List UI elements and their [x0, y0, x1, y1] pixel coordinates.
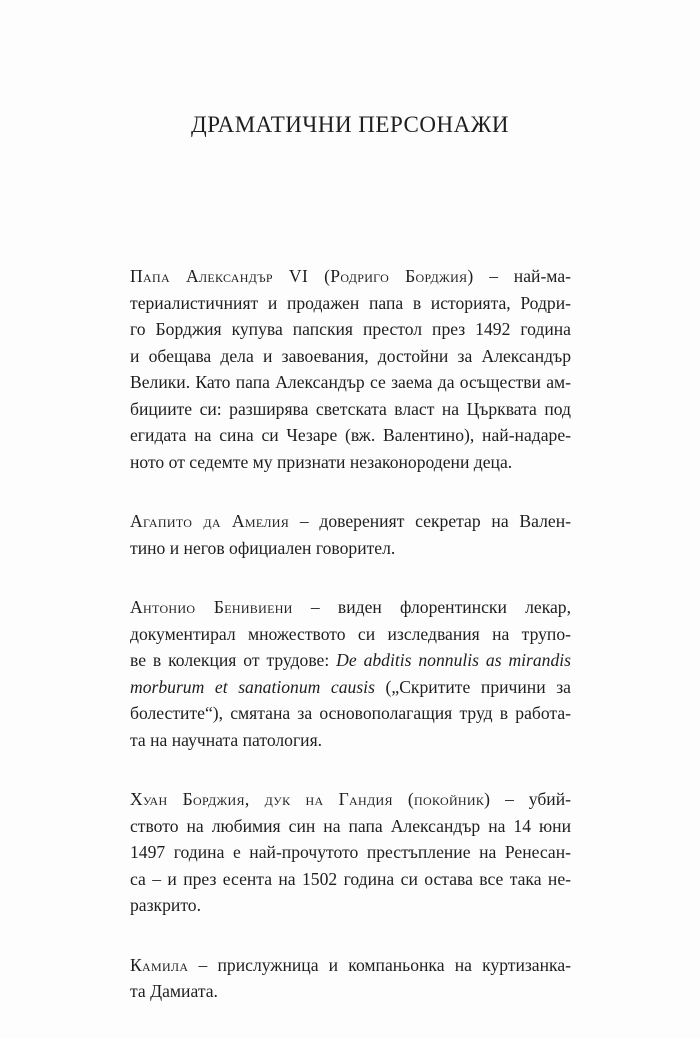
entry-text-line: са – и през есента на 1502 година си остава все така не-: [130, 868, 571, 889]
entry-text-line: го Борджия купува папския престол през 1492 година: [130, 319, 571, 339]
entry-text-line: тино и негов официален говорител.: [130, 537, 396, 558]
entry-text-line: – убий-: [490, 789, 571, 809]
entry-text-line: – виден флорентински лекар,: [292, 597, 571, 617]
entry-text-line: разкрито.: [130, 895, 201, 915]
entry-text-line: документирал множеството си изследвания на трупо-: [130, 623, 571, 644]
entry-text-line: ството на любимия син на папа Александър на 14 юни: [130, 815, 571, 836]
entry-text-line: („Скритите причини за: [385, 676, 571, 697]
character-name: Камила: [130, 954, 189, 975]
character-list: [130, 263, 571, 1038]
entry-text-line: – прислужница и компаньонка на куртизанка-: [188, 954, 571, 975]
character-entry-camilla: [130, 952, 571, 1005]
latin-title: De abditis nonnulis as mirandis: [336, 650, 572, 670]
entry-text-line: та Дамиата.: [130, 981, 218, 1001]
character-name: Папа Александър VI (Родриго Борджия): [130, 266, 474, 286]
entry-text-line: бициите си: разширява светската власт на Църквата под: [130, 398, 571, 419]
character-entry-pope-alexander: [130, 263, 571, 475]
entry-text-line: ното от седемте му признати незаконородени деца.: [130, 451, 513, 472]
entry-text-line: болестите“), смятана за основополагащия труд в работа-: [130, 703, 571, 723]
entry-text-line: териалистичният и продажен папа в историята, Родри-: [130, 292, 571, 313]
character-name: Антонио Бенивиени: [130, 597, 293, 617]
entry-text-line: и обещава дела и завоевания, достойни за Александър: [130, 345, 571, 366]
entry-text-line: Велики. Като папа Александър се заема да осъществи ам-: [130, 372, 571, 392]
character-entry-benivieni: [130, 594, 571, 753]
page-title: ДРАМАТИЧНИ ПЕРСОНАЖИ: [191, 112, 509, 137]
character-name: Агапито да Амелия: [130, 511, 290, 531]
entry-text-line: ве в колекция от трудове:: [130, 650, 337, 670]
character-entry-agapito: [130, 508, 571, 561]
character-name: Хуан Борджия, дук на Гандия (покойник): [130, 789, 491, 809]
entry-text-line: – най-ма-: [473, 266, 571, 286]
entry-text-line: та на научната патология.: [130, 729, 323, 750]
latin-title: morburum et sanationum causis: [130, 676, 375, 697]
entry-text-line: егидата на сина си Чезаре (вж. Валентино), най-надаре-: [130, 425, 571, 445]
character-entry-juan-borgia: [130, 786, 571, 919]
entry-text-line: – довереният секретар на Вален-: [289, 511, 571, 531]
entry-text-line: 1497 година е най-прочутото престъпление на Ренесан-: [130, 842, 571, 862]
